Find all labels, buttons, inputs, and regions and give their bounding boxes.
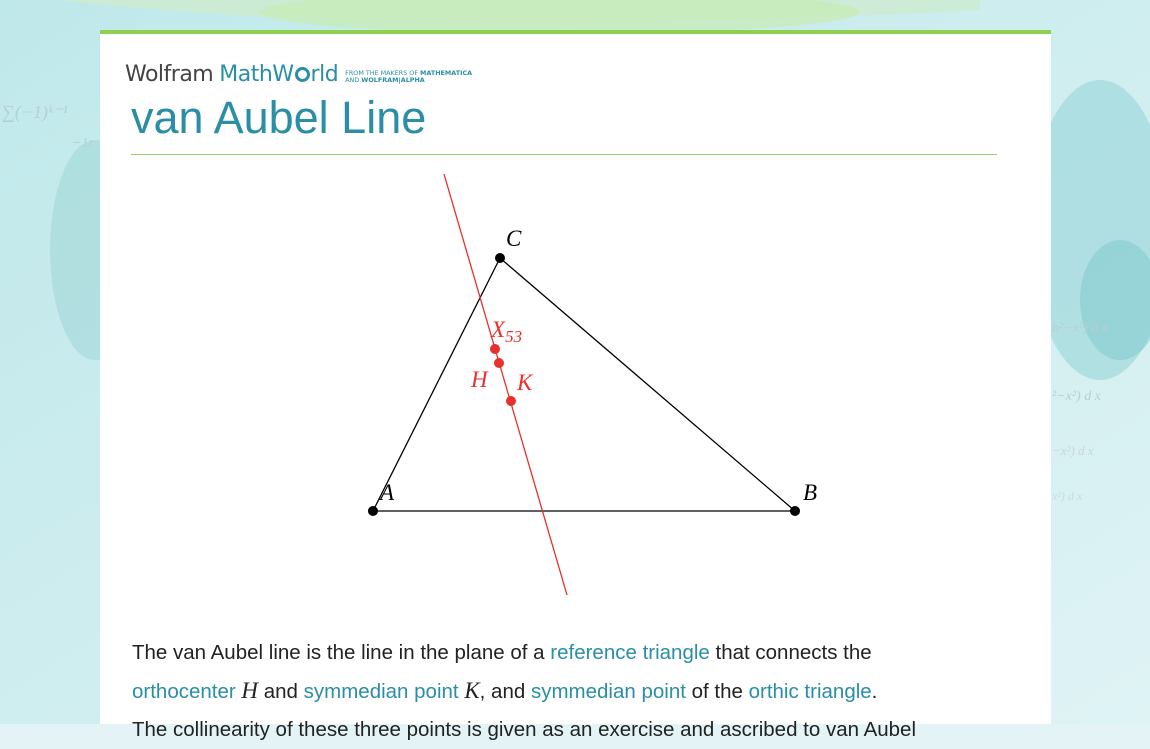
point-h-label: H [471, 367, 488, 392]
svg-text:−x²) d x: −x²) d x [1052, 443, 1094, 458]
point-x53-letter: X [491, 317, 506, 342]
point-x53-dot [490, 344, 500, 354]
link-symmedian-point-2[interactable]: symmedian point [530, 680, 686, 703]
svg-text:²−x²) d x: ²−x²) d x [1052, 389, 1101, 404]
p1-text-a: The van Aubel line is the line in the plane of a [132, 641, 551, 664]
point-k-label: K [517, 370, 533, 395]
svg-text:∑(−1)ᵏ⁻¹: ∑(−1)ᵏ⁻¹ [2, 102, 68, 122]
link-symmedian-point[interactable]: symmedian point [303, 680, 459, 703]
svg-text:−1r: −1r [72, 136, 94, 151]
svg-text:x²) d x: x²) d x [1052, 489, 1083, 503]
page-title: van Aubel Line [131, 92, 427, 143]
brand-mathworld-prefix: MathW [219, 62, 294, 87]
tagline-line2-bold: WOLFRAM|ALPHA [361, 76, 425, 84]
content-card [100, 30, 1051, 741]
p1-text-b: that connects the [709, 641, 872, 664]
brand-mathworld-suffix: rld [310, 62, 339, 87]
p1-text-c: and [258, 680, 304, 703]
tagline-line1-bold: MATHEMATICA [420, 69, 473, 77]
p2-text: The collinearity of these three points is given as an exercise and ascribed to van Aubel [132, 718, 917, 741]
point-x53-subscript: 53 [505, 327, 523, 346]
link-orthocenter[interactable]: orthocenter [132, 680, 236, 703]
point-k-dot [506, 396, 516, 406]
vertex-c-label: C [506, 226, 522, 251]
math-h: H [241, 678, 259, 703]
tagline-line1-plain: FROM THE MAKERS OF [345, 69, 421, 77]
van-aubel-figure [100, 34, 1051, 728]
tagline-line2-plain: AND [345, 76, 362, 84]
brand-wolfram: Wolfram [125, 62, 214, 87]
definition-paragraph [132, 634, 1012, 749]
vertex-b-label: B [803, 480, 818, 505]
point-x53-label [490, 317, 522, 346]
link-orthic-triangle[interactable]: orthic triangle [748, 680, 872, 703]
vertex-a-label: A [380, 480, 395, 505]
p1-text-e: of the [685, 680, 749, 703]
point-h-dot [494, 358, 504, 368]
svg-text:b²−x²) d x: b²−x²) d x [1052, 321, 1108, 336]
p1-text-f: . [871, 680, 878, 703]
math-k: K [464, 678, 480, 703]
side-bc [500, 258, 795, 511]
link-reference-triangle[interactable]: reference triangle [550, 641, 710, 664]
p1-text-d: , and [479, 680, 531, 703]
vertex-c-dot [495, 253, 505, 263]
vertex-b-dot [790, 506, 800, 516]
vertex-a-dot [368, 506, 378, 516]
